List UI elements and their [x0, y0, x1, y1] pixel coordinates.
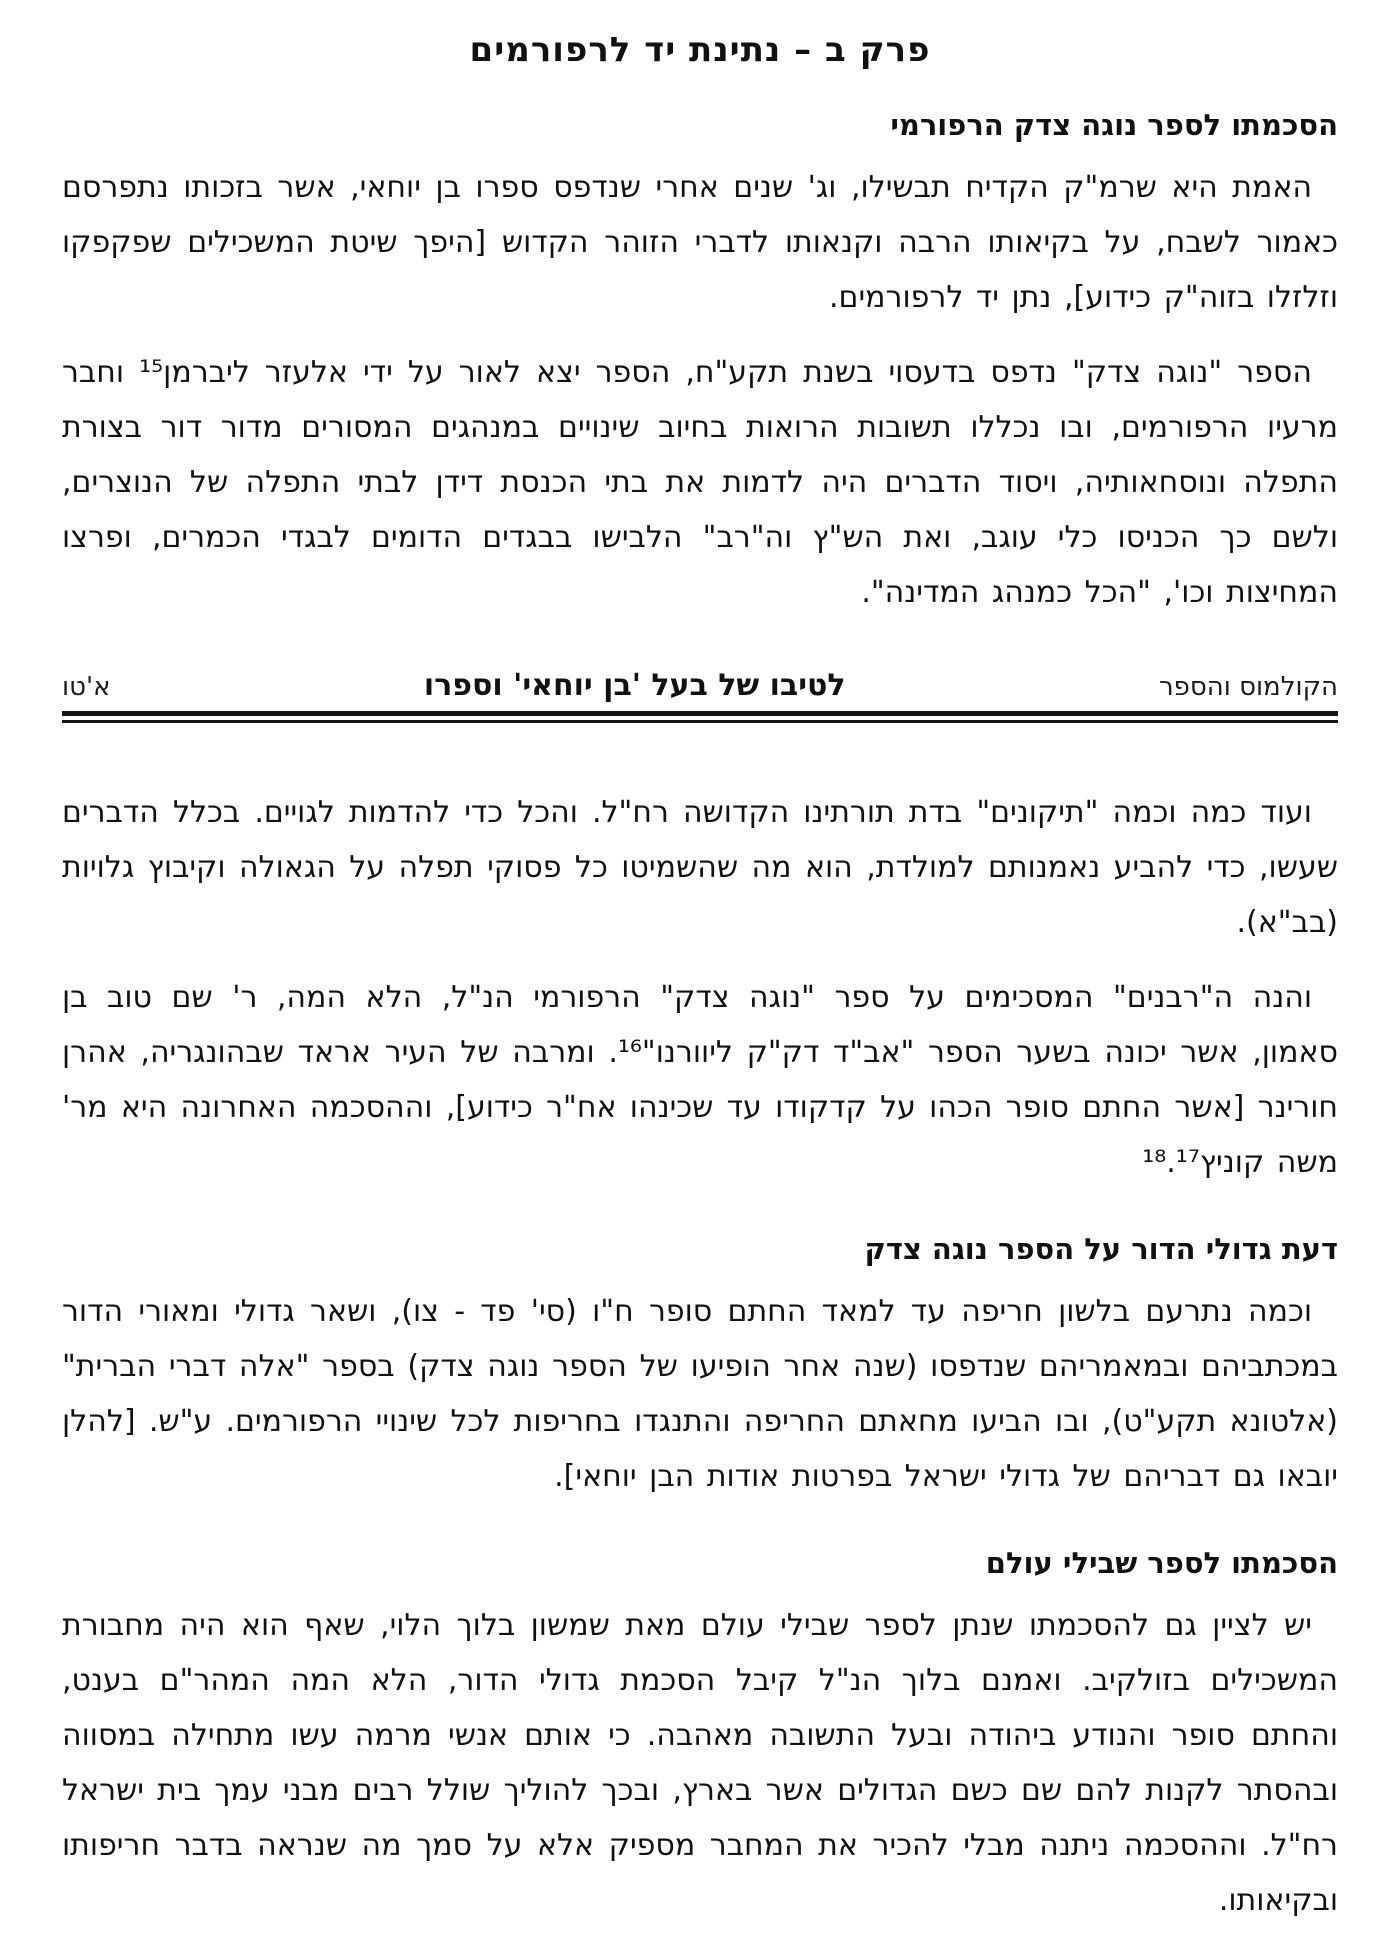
running-header-page-number: א'טו — [62, 672, 111, 702]
section-heading-shvilei-olam: הסכמתו לספר שבילי עולם — [985, 1546, 1338, 1580]
running-header-book-title: הקולמוס והספר — [1158, 672, 1338, 702]
page-two-body — [62, 785, 1338, 1928]
running-header-chapter-title: לטיבו של בעל 'בן יוחאי' וספרו — [423, 668, 846, 703]
body-paragraph-3: ועוד כמה וכמה "תיקונים" בדת תורתינו הקדושה רח"ל. והכל כדי להדמות לגויים. בכלל הדברים שעשו, כדי להביע נאמנותם למולדת, הוא מה שהשמיטו כל פסוקי תפלה על הגאולה וקיבוץ גלויות (בב"א). — [62, 795, 1338, 940]
body-paragraph-4: והנה ה"רבנים" המסכימים על ספר "נוגה צדק" הרפורמי הנ"ל, הלא המה, ר' שם טוב בן סאמון, אשר יכונה בשער הספר "אב"ד דק"ק ליוורנו"¹⁶. ומרבה של העיר אראד שבהונגריה, אהרן חורינר [אשר החתם סופר הכהו על קדקודו עד שכינהו אח"ר כידוע], וההסכמה האחרונה היא מר' משה קוניץ¹⁷‏.‏¹⁸ — [62, 980, 1338, 1180]
header-divider-rule — [62, 711, 1338, 723]
chapter-title: פרק ב – נתינת יד לרפורמים — [469, 30, 931, 70]
body-paragraph-5: וכמה נתרעם בלשון חריפה עד למאד החתם סופר ח"ו (סי' פד - צו), ושאר גדולי ומאורי הדור במכתביהם ובמאמריהם שנדפסו (שנה אחר הופיעו של הספר נוגה צדק) בספר "אלה דברי הברית" (אלטונא תקע"ט), ובו הביעו מחאתם החריפה והתנגדו בחריפות לכל שינויי הרפורמים. ע"ש. [להלן יובאו גם דבריהם של גדולי ישראל בפרטות אודות הבן יוחאי]. — [62, 1294, 1338, 1494]
running-header — [62, 668, 1338, 703]
body-paragraph-6: יש לציין גם להסכמתו שנתן לספר שבילי עולם מאת שמשון בלוך הלוי, שאף הוא היה מחבורת המשכילים בזולקיב. ואמנם בלוך הנ"ל קיבל הסכמת גדולי הדור, הלא המה המהר"ם בענט, והחתם סופר והנודע ביהודה ובעל התשובה מאהבה. כי אותם אנשי מרמה עשו מתחילה במסווה ובהסתר לקנות להם שם כשם הגדולים אשר בארץ, ובכך להוליך שולל רבים מבני עמך בית ישראל רח"ל. וההסכמה ניתנה מבלי להכיר את המחבר מספיק אלא על סמך מה שנראה בדבר חריפותו ובקיאותו. — [62, 1608, 1338, 1918]
body-paragraph-2: הספר "נוגה צדק" נדפס בדעסוי בשנת תקע"ח, הספר יצא לאור על ידי אלעזר ליברמן¹⁵ וחבר מרעיו הרפורמים, ובו נכללו תשובות הרואות בחיוב שינויים במנהגים המסורים מדור דור בצורת התפלה ונוסחאותיה, ויסוד הדברים היה לדמות את בתי הכנסת דידן לבתי התפלה של הנוצרים, ולשם כך הכניסו כלי עוגב, ואת הש"ץ וה"רב" הלבישו בבגדים הדומים לבגדי הכמרים, ופרצו המחיצות וכו', "הכל כמנהג המדינה". — [62, 355, 1338, 610]
section-heading-daat-gedolim: דעת גדולי הדור על הספר נוגה צדק — [864, 1232, 1338, 1266]
body-paragraph-1: האמת היא שרמ"ק הקדיח תבשילו, וג' שנים אחרי שנדפס ספרו בן יוחאי, אשר בזכותו נתפרסם כאמור לשבח, על בקיאותו הרבה וקנאותו לדברי הזוהר הקדוש [היפך שיטת המשכילים שפקפקו וזלזלו בזוה"ק כידוע], נתן יד לרפורמים. — [62, 170, 1338, 315]
section-heading-noga-tzedek: הסכמתו לספר נוגה צדק הרפורמי — [890, 108, 1338, 142]
